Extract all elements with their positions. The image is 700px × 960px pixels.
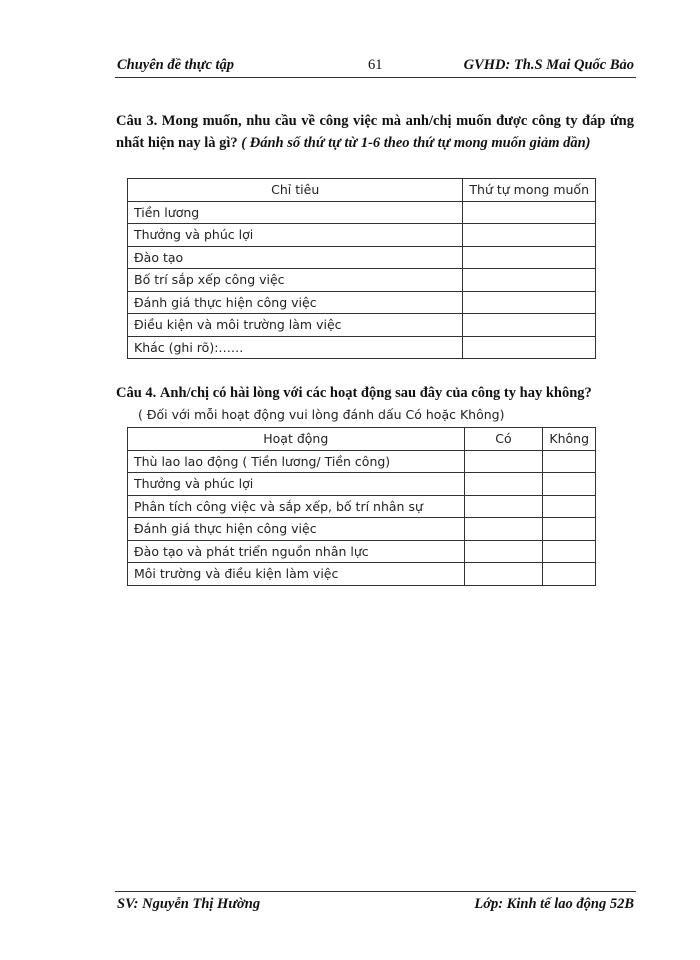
footer-class: Lớp: Kinh tế lao động 52B (474, 896, 634, 912)
row-label: Thưởng và phúc lợi (128, 224, 463, 247)
yes-cell[interactable] (464, 450, 543, 473)
page-number: 61 (368, 57, 383, 73)
question-4-label: Câu 4. (116, 385, 157, 401)
row-label: Tiền lương (128, 201, 463, 224)
row-label: Thưởng và phúc lợi (128, 473, 465, 496)
row-label: Bố trí sắp xếp công việc (128, 269, 463, 292)
row-label: Đào tạo (128, 246, 463, 269)
column-header-priority: Thứ tự mong muốn (463, 179, 596, 202)
no-cell[interactable] (543, 495, 596, 518)
priority-cell[interactable] (463, 224, 596, 247)
question-3-hint: ( Đánh số thứ tự từ 1-6 theo thứ tự mong muốn giảm dần) (241, 135, 591, 151)
page-header (115, 57, 636, 78)
no-cell[interactable] (543, 450, 596, 473)
priority-cell[interactable] (463, 246, 596, 269)
question-3-label: Câu 3. (116, 113, 158, 129)
header-title: Chuyên đề thực tập (117, 57, 235, 73)
row-label: Điều kiện và môi trường làm việc (128, 314, 463, 337)
table-row (128, 336, 596, 359)
no-cell[interactable] (543, 518, 596, 541)
table-row (128, 518, 596, 541)
column-header-criteria: Chỉ tiêu (128, 179, 463, 202)
table-row (128, 495, 596, 518)
footer-student: SV: Nguyễn Thị Hường (117, 896, 261, 912)
column-header-yes: Có (464, 428, 543, 451)
yes-cell[interactable] (464, 518, 543, 541)
question-4-text: Anh/chị có hài lòng với các hoạt động sau đây của công ty hay không? (159, 385, 592, 401)
question-3 (116, 110, 634, 154)
table-row (128, 201, 596, 224)
table-row (128, 246, 596, 269)
priority-cell[interactable] (463, 336, 596, 359)
priority-cell[interactable] (463, 291, 596, 314)
table-row (128, 269, 596, 292)
yes-cell[interactable] (464, 495, 543, 518)
row-label: Đánh giá thực hiện công việc (128, 291, 463, 314)
table-row (128, 291, 596, 314)
no-cell[interactable] (543, 563, 596, 586)
header-supervisor: GVHD: Th.S Mai Quốc Bảo (463, 57, 634, 73)
table-row (128, 563, 596, 586)
table-row (128, 224, 596, 247)
question-4 (116, 382, 634, 404)
table-row (128, 450, 596, 473)
table-header-row (128, 428, 596, 451)
column-header-no: Không (543, 428, 596, 451)
question-4-note: ( Đối với mỗi hoạt động vui lòng đánh dấu Có hoặc Không) (138, 407, 505, 422)
yes-cell[interactable] (464, 540, 543, 563)
column-header-activity: Hoạt động (128, 428, 465, 451)
no-cell[interactable] (543, 473, 596, 496)
row-label: Khác (ghi rõ):…… (128, 336, 463, 359)
table-row (128, 540, 596, 563)
yes-cell[interactable] (464, 473, 543, 496)
yes-cell[interactable] (464, 563, 543, 586)
question-3-text: Mong muốn, nhu cầu về công việc mà anh/chị muốn được công ty đáp ứng nhất hiện nay là gì? (116, 113, 634, 151)
row-label: Đánh giá thực hiện công việc (128, 518, 465, 541)
table-header-row (128, 179, 596, 202)
table-row (128, 314, 596, 337)
priority-cell[interactable] (463, 201, 596, 224)
row-label: Thù lao lao động ( Tiền lương/ Tiền công) (128, 450, 465, 473)
question-4-table (127, 427, 596, 586)
priority-cell[interactable] (463, 269, 596, 292)
table-row (128, 473, 596, 496)
row-label: Đào tạo và phát triển nguồn nhân lực (128, 540, 465, 563)
question-3-table (127, 178, 596, 359)
row-label: Môi trường và điều kiện làm việc (128, 563, 465, 586)
priority-cell[interactable] (463, 314, 596, 337)
row-label: Phân tích công việc và sắp xếp, bố trí nhân sự (128, 495, 465, 518)
page-footer (115, 891, 636, 914)
no-cell[interactable] (543, 540, 596, 563)
